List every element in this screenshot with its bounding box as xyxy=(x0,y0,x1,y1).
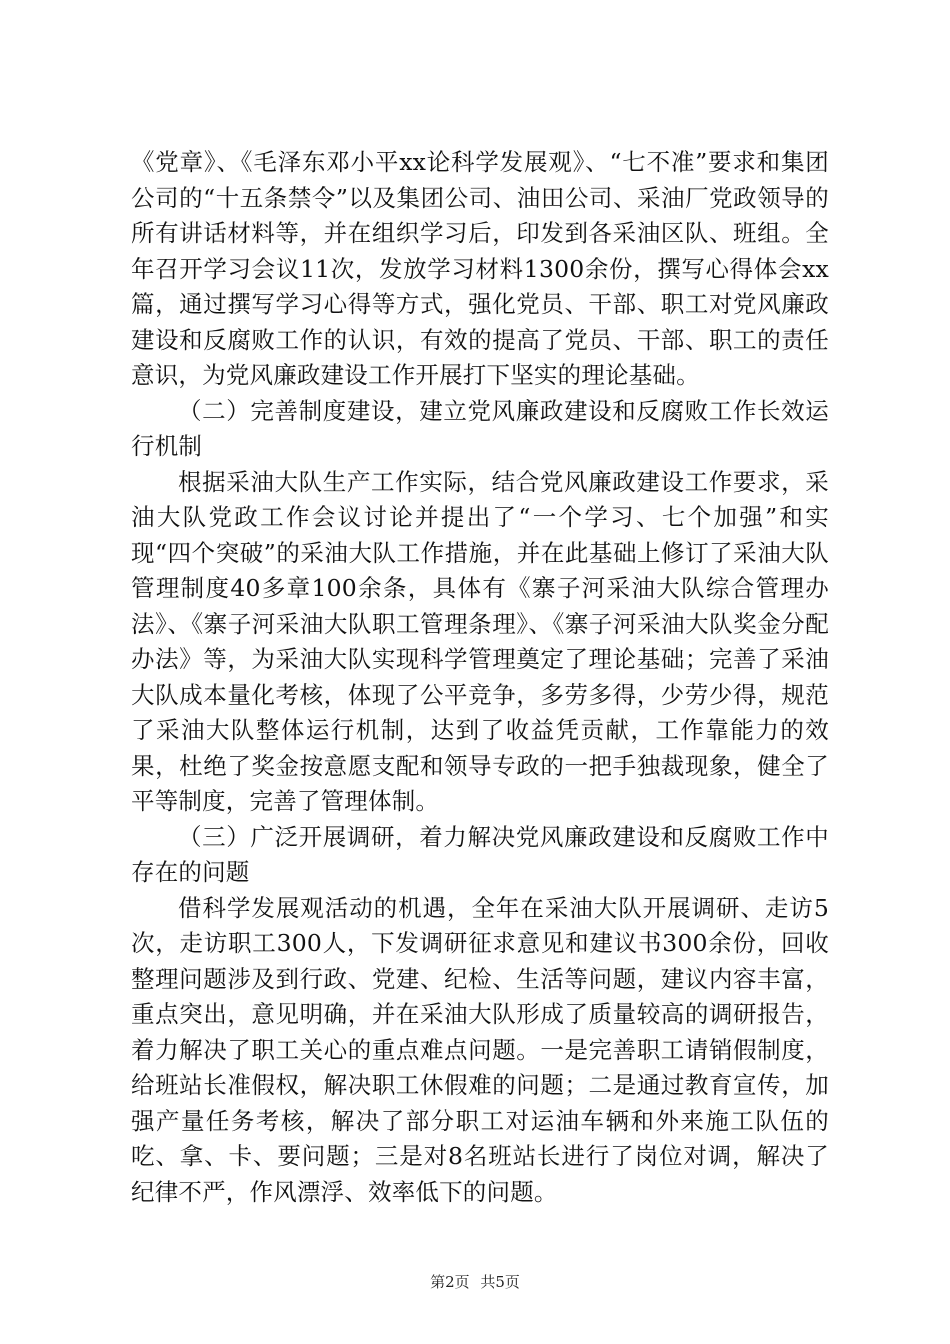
page-footer xyxy=(0,1272,950,1292)
section-heading-2: （二）完善制度建设，建立党风廉政建设和反腐败工作长效运行机制 xyxy=(131,396,829,460)
paragraph-research: 借科学发展观活动的机遇，全年在采油大队开展调研、走访5次，走访职工300人，下发调研征求意见和建议书300余份，回收整理问题涉及到行政、党建、纪检、生活等问题，建议内容丰富，重点突出，意见明确，并在采油大队形成了质量较高的调研报告，着力解决了职工关心的重点难点问题。一是完善职工请销假制度，给班站长准假权，解决职工休假难的问题；二是通过教育宣传，加强产量任务考核，解决了部分职工对运油车辆和外来施工队伍的吃、拿、卡、要问题；三是对8名班站长进行了岗位对调，解决了纪律不严，作风漂浮、效率低下的问题。 xyxy=(131,893,829,1206)
document-body xyxy=(131,145,829,1210)
page-number-current: 第2页 xyxy=(430,1273,470,1291)
page-number-total: 共5页 xyxy=(480,1273,520,1291)
paragraph-continued: 《党章》、《毛泽东邓小平xx论科学发展观》、“七不准”要求和集团公司的“十五条禁令”以及集团公司、油田公司、采油厂党政领导的所有讲话材料等，并在组织学习后，印发到各采油区队、班组。全年召开学习会议11次，发放学习材料1300余份，撰写心得体会xx篇，通过撰写学习心得等方式，强化党员、干部、职工对党风廉政建设和反腐败工作的认识，有效的提高了党员、干部、职工的责任意识，为党风廉政建设工作开展打下坚实的理论基础。 xyxy=(131,148,829,389)
section-heading-3: （三）广泛开展调研，着力解决党风廉政建设和反腐败工作中存在的问题 xyxy=(131,822,829,886)
paragraph-system-building: 根据采油大队生产工作实际，结合党风廉政建设工作要求，采油大队党政工作会议讨论并提出了“一个学习、七个加强”和实现“四个突破”的采油大队工作措施，并在此基础上修订了采油大队管理制度40多章100余条，具体有《寨子河采油大队综合管理办法》、《寨子河采油大队职工管理条理》、《寨子河采油大队奖金分配办法》等，为采油大队实现科学管理奠定了理论基础；完善了采油大队成本量化考核，体现了公平竞争，多劳多得，少劳少得，规范了采油大队整体运行机制，达到了收益凭贡献，工作靠能力的效果，杜绝了奖金按意愿支配和领导专政的一把手独裁现象，健全了平等制度，完善了管理体制。 xyxy=(131,467,829,815)
